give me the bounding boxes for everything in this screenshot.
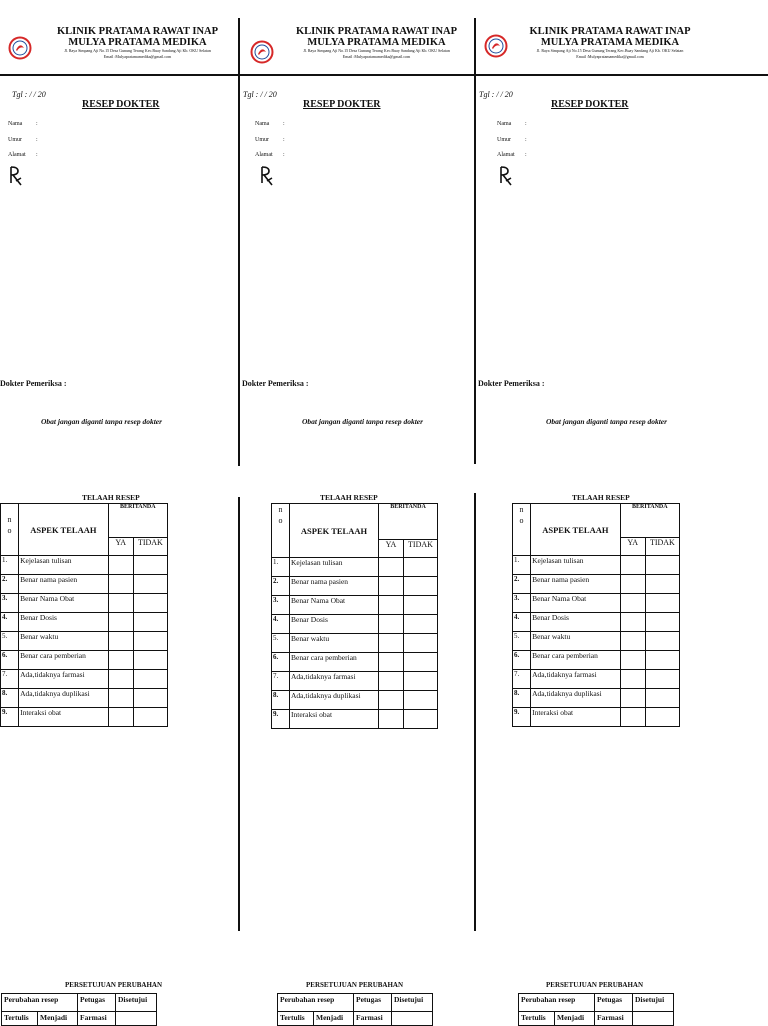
row-aspek: Benar nama pasien bbox=[19, 575, 109, 594]
row-tidak-cell bbox=[404, 577, 438, 596]
clinic-name-line2: MULYA PRATAMA MEDIKA bbox=[307, 37, 446, 48]
row-number: 8. bbox=[513, 689, 531, 708]
col-tidak-header: TIDAK bbox=[404, 540, 438, 558]
row-number: 7. bbox=[272, 672, 290, 691]
table-row bbox=[272, 577, 438, 596]
row-ya-cell bbox=[379, 577, 404, 596]
table-row bbox=[1, 575, 168, 594]
row-number: 5. bbox=[272, 634, 290, 653]
col-aspek-header: ASPEK TELAAH bbox=[19, 504, 109, 556]
row-ya-cell bbox=[108, 689, 133, 708]
row-aspek: Benar Dosis bbox=[290, 615, 379, 634]
row-ya-cell bbox=[379, 634, 404, 653]
row-tidak-cell bbox=[645, 689, 679, 708]
row-number: 8. bbox=[272, 691, 290, 710]
persetujuan-title: PERSETUJUAN PERUBAHAN bbox=[306, 981, 404, 989]
table-row bbox=[272, 710, 438, 729]
disetujui-cell bbox=[392, 1012, 433, 1026]
prescription-sheet-1 bbox=[0, 0, 239, 1024]
date-field: Tgl : / / 20 bbox=[243, 90, 277, 99]
row-ya-cell bbox=[379, 710, 404, 729]
header-divider bbox=[0, 74, 239, 76]
row-ya-cell bbox=[108, 632, 133, 651]
field-alamat: Alamat : bbox=[8, 152, 38, 158]
persetujuan-table bbox=[1, 993, 157, 1026]
row-number: 8. bbox=[1, 689, 19, 708]
col-ya-header: YA bbox=[379, 540, 404, 558]
disetujui-cell bbox=[116, 1012, 157, 1026]
row-tidak-cell bbox=[133, 651, 167, 670]
clinic-name-line2: MULYA PRATAMA MEDIKA bbox=[68, 37, 207, 48]
row-aspek: Ada,tidaknya duplikasi bbox=[290, 691, 379, 710]
row-tidak-cell bbox=[133, 689, 167, 708]
col-no-header: n o bbox=[272, 504, 290, 558]
menjadi-header: Menjadi bbox=[38, 1012, 78, 1026]
row-number: 9. bbox=[272, 710, 290, 729]
table-row bbox=[513, 613, 680, 632]
row-aspek: Kejelasan tulisan bbox=[290, 558, 379, 577]
row-ya-cell bbox=[108, 651, 133, 670]
row-ya-cell bbox=[108, 575, 133, 594]
row-number: 6. bbox=[272, 653, 290, 672]
row-aspek: Benar Dosis bbox=[531, 613, 621, 632]
row-tidak-cell bbox=[404, 596, 438, 615]
row-aspek: Benar Dosis bbox=[19, 613, 109, 632]
doctor-label: Dokter Pemeriksa : bbox=[242, 379, 309, 388]
row-tidak-cell bbox=[133, 708, 167, 727]
row-aspek: Ada,tidaknya duplikasi bbox=[531, 689, 621, 708]
row-tidak-cell bbox=[645, 670, 679, 689]
row-ya-cell bbox=[620, 708, 645, 727]
table-row bbox=[1, 594, 168, 613]
table-row bbox=[1, 651, 168, 670]
table-row bbox=[272, 596, 438, 615]
table-row bbox=[272, 653, 438, 672]
row-aspek: Ada,tidaknya farmasi bbox=[19, 670, 109, 689]
row-aspek: Benar cara pemberian bbox=[531, 651, 621, 670]
doctor-label: Dokter Pemeriksa : bbox=[478, 379, 545, 388]
row-ya-cell bbox=[108, 708, 133, 727]
row-ya-cell bbox=[620, 651, 645, 670]
warning-text: Obat jangan diganti tanpa resep dokter bbox=[546, 417, 668, 426]
table-row bbox=[1, 689, 168, 708]
telaah-title: TELAAH RESEP bbox=[320, 493, 378, 502]
row-aspek: Benar Nama Obat bbox=[290, 596, 379, 615]
field-alamat: Alamat : bbox=[497, 152, 527, 158]
row-aspek: Kejelasan tulisan bbox=[531, 556, 621, 575]
row-aspek: Benar nama pasien bbox=[290, 577, 379, 596]
row-ya-cell bbox=[379, 691, 404, 710]
date-field: Tgl : / / 20 bbox=[479, 90, 513, 99]
col-beritanda-header: BERITANDA bbox=[620, 504, 679, 538]
col-no-header: n o bbox=[1, 504, 19, 556]
petugas-header: Petugas bbox=[595, 994, 633, 1012]
col-beritanda-header: BERITANDA bbox=[379, 504, 438, 540]
warning-text: Obat jangan diganti tanpa resep dokter bbox=[302, 417, 424, 426]
tertulis-header: Tertulis bbox=[2, 1012, 38, 1026]
row-number: 3. bbox=[513, 594, 531, 613]
table-row bbox=[513, 594, 680, 613]
row-ya-cell bbox=[108, 594, 133, 613]
col-tidak-header: TIDAK bbox=[645, 538, 679, 556]
row-ya-cell bbox=[379, 558, 404, 577]
tertulis-header: Tertulis bbox=[519, 1012, 555, 1026]
row-aspek: Benar cara pemberian bbox=[19, 651, 109, 670]
field-nama: Nama : bbox=[8, 121, 38, 127]
row-tidak-cell bbox=[645, 708, 679, 727]
table-row bbox=[272, 558, 438, 577]
resep-title: RESEP DOKTER bbox=[551, 99, 629, 110]
row-tidak-cell bbox=[133, 556, 167, 575]
table-row bbox=[1, 613, 168, 632]
tertulis-header: Tertulis bbox=[278, 1012, 314, 1026]
table-row bbox=[513, 556, 680, 575]
row-aspek: Benar cara pemberian bbox=[290, 653, 379, 672]
row-aspek: Benar Nama Obat bbox=[19, 594, 109, 613]
row-number: 6. bbox=[1, 651, 19, 670]
row-number: 2. bbox=[1, 575, 19, 594]
perubahan-resep-header: Perubahan resep bbox=[519, 994, 595, 1012]
row-tidak-cell bbox=[133, 632, 167, 651]
resep-title: RESEP DOKTER bbox=[303, 99, 381, 110]
table-row bbox=[513, 575, 680, 594]
row-aspek: Benar waktu bbox=[19, 632, 109, 651]
row-number: 1. bbox=[513, 556, 531, 575]
row-ya-cell bbox=[620, 594, 645, 613]
row-number: 2. bbox=[513, 575, 531, 594]
telaah-table bbox=[271, 503, 438, 729]
persetujuan-title: PERSETUJUAN PERUBAHAN bbox=[65, 981, 163, 989]
row-aspek: Kejelasan tulisan bbox=[19, 556, 109, 575]
row-aspek: Ada,tidaknya duplikasi bbox=[19, 689, 109, 708]
row-number: 5. bbox=[513, 632, 531, 651]
row-aspek: Benar nama pasien bbox=[531, 575, 621, 594]
row-tidak-cell bbox=[133, 575, 167, 594]
clinic-name-line1: KLINIK PRATAMA RAWAT INAP bbox=[56, 26, 219, 37]
row-number: 6. bbox=[513, 651, 531, 670]
row-tidak-cell bbox=[645, 632, 679, 651]
field-umur: Umur : bbox=[255, 137, 285, 143]
row-number: 3. bbox=[1, 594, 19, 613]
disetujui-header: Disetujui bbox=[116, 994, 157, 1012]
clinic-address: Jl. Raya Simpang Aji No.15 Desa Gunung Terang Kec.Buay Sandang Aji Kb. OKU Selatan bbox=[536, 48, 684, 53]
row-ya-cell bbox=[108, 613, 133, 632]
clinic-logo-icon bbox=[250, 40, 274, 64]
clinic-logo-icon bbox=[484, 34, 508, 58]
field-umur: Umur : bbox=[8, 137, 38, 143]
table-row bbox=[272, 634, 438, 653]
row-ya-cell bbox=[379, 653, 404, 672]
row-number: 4. bbox=[1, 613, 19, 632]
disetujui-cell bbox=[633, 1012, 674, 1026]
row-tidak-cell bbox=[404, 691, 438, 710]
row-number: 3. bbox=[272, 596, 290, 615]
row-number: 9. bbox=[513, 708, 531, 727]
row-aspek: Interaksi obat bbox=[19, 708, 109, 727]
row-tidak-cell bbox=[404, 710, 438, 729]
row-tidak-cell bbox=[645, 594, 679, 613]
table-row bbox=[1, 556, 168, 575]
row-tidak-cell bbox=[645, 575, 679, 594]
row-tidak-cell bbox=[133, 594, 167, 613]
clinic-email: Email :Mulyapratamamedika@gmail.com bbox=[576, 54, 644, 59]
table-row bbox=[272, 691, 438, 710]
clinic-address: Jl. Raya Simpang Aji No.15 Desa Gunung Terang Kec.Buay Sandang Aji Kb. OKU Selatan bbox=[64, 48, 211, 53]
row-tidak-cell bbox=[404, 558, 438, 577]
telaah-table bbox=[512, 503, 680, 727]
field-nama: Nama : bbox=[255, 121, 285, 127]
row-ya-cell bbox=[620, 556, 645, 575]
date-field: Tgl : / / 20 bbox=[12, 90, 46, 99]
row-aspek: Benar waktu bbox=[531, 632, 621, 651]
header-divider bbox=[476, 74, 768, 76]
field-nama: Nama : bbox=[497, 121, 527, 127]
perubahan-resep-header: Perubahan resep bbox=[278, 994, 354, 1012]
row-number: 2. bbox=[272, 577, 290, 596]
warning-text: Obat jangan diganti tanpa resep dokter bbox=[41, 417, 163, 426]
disetujui-header: Disetujui bbox=[392, 994, 433, 1012]
farmasi-header: Farmasi bbox=[78, 1012, 116, 1026]
petugas-header: Petugas bbox=[78, 994, 116, 1012]
prescription-sheet-2 bbox=[240, 0, 475, 1024]
row-tidak-cell bbox=[404, 672, 438, 691]
row-tidak-cell bbox=[404, 653, 438, 672]
col-aspek-header: ASPEK TELAAH bbox=[290, 504, 379, 558]
persetujuan-table bbox=[518, 993, 674, 1026]
table-row bbox=[513, 708, 680, 727]
row-number: 4. bbox=[272, 615, 290, 634]
row-ya-cell bbox=[108, 670, 133, 689]
row-tidak-cell bbox=[133, 613, 167, 632]
row-ya-cell bbox=[379, 672, 404, 691]
table-row bbox=[513, 689, 680, 708]
row-number: 7. bbox=[1, 670, 19, 689]
row-number: 4. bbox=[513, 613, 531, 632]
rx-icon bbox=[499, 166, 513, 186]
row-ya-cell bbox=[620, 575, 645, 594]
clinic-email: Email :Mulyapratamamedika@gmail.com bbox=[103, 54, 172, 59]
clinic-name-line1: KLINIK PRATAMA RAWAT INAP bbox=[295, 26, 458, 37]
row-ya-cell bbox=[379, 596, 404, 615]
prescription-sheet-3 bbox=[476, 0, 768, 1024]
table-row bbox=[1, 708, 168, 727]
row-tidak-cell bbox=[404, 615, 438, 634]
clinic-header bbox=[0, 26, 239, 70]
disetujui-header: Disetujui bbox=[633, 994, 674, 1012]
row-number: 9. bbox=[1, 708, 19, 727]
resep-title: RESEP DOKTER bbox=[82, 99, 160, 110]
menjadi-header: Menjadi bbox=[314, 1012, 354, 1026]
col-tidak-header: TIDAK bbox=[133, 538, 167, 556]
menjadi-header: Menjadi bbox=[555, 1012, 595, 1026]
row-aspek: Benar Nama Obat bbox=[531, 594, 621, 613]
clinic-email: Email :Mulyapratamamedika@gmail.com bbox=[342, 54, 411, 59]
clinic-address: Jl. Raya Simpang Aji No.15 Desa Gunung Terang Kec.Buay Sandang Aji Kb. OKU Selatan bbox=[303, 48, 450, 53]
row-ya-cell bbox=[620, 670, 645, 689]
row-number: 1. bbox=[1, 556, 19, 575]
petugas-header: Petugas bbox=[354, 994, 392, 1012]
row-tidak-cell bbox=[404, 634, 438, 653]
row-aspek: Interaksi obat bbox=[531, 708, 621, 727]
telaah-title: TELAAH RESEP bbox=[82, 493, 140, 502]
col-ya-header: YA bbox=[620, 538, 645, 556]
row-number: 7. bbox=[513, 670, 531, 689]
persetujuan-title: PERSETUJUAN PERUBAHAN bbox=[546, 981, 644, 989]
field-alamat: Alamat : bbox=[255, 152, 285, 158]
persetujuan-table bbox=[277, 993, 433, 1026]
row-ya-cell bbox=[620, 632, 645, 651]
col-ya-header: YA bbox=[108, 538, 133, 556]
table-row bbox=[513, 632, 680, 651]
rx-icon bbox=[260, 166, 274, 186]
col-no-header: n o bbox=[513, 504, 531, 556]
rx-icon bbox=[9, 166, 23, 186]
clinic-name-line1: KLINIK PRATAMA RAWAT INAP bbox=[529, 26, 691, 37]
row-number: 1. bbox=[272, 558, 290, 577]
table-row bbox=[1, 632, 168, 651]
perubahan-resep-header: Perubahan resep bbox=[2, 994, 78, 1012]
row-aspek: Benar waktu bbox=[290, 634, 379, 653]
table-row bbox=[513, 651, 680, 670]
row-aspek: Ada,tidaknya farmasi bbox=[290, 672, 379, 691]
clinic-name-line2: MULYA PRATAMA MEDIKA bbox=[540, 37, 680, 48]
table-row bbox=[513, 670, 680, 689]
row-aspek: Interaksi obat bbox=[290, 710, 379, 729]
row-number: 5. bbox=[1, 632, 19, 651]
farmasi-header: Farmasi bbox=[354, 1012, 392, 1026]
farmasi-header: Farmasi bbox=[595, 1012, 633, 1026]
telaah-table bbox=[0, 503, 168, 727]
clinic-header bbox=[240, 26, 475, 70]
doctor-label: Dokter Pemeriksa : bbox=[0, 379, 67, 388]
col-beritanda-header: BERITANDA bbox=[108, 504, 167, 538]
row-tidak-cell bbox=[645, 613, 679, 632]
table-row bbox=[272, 615, 438, 634]
row-tidak-cell bbox=[133, 670, 167, 689]
row-ya-cell bbox=[379, 615, 404, 634]
row-ya-cell bbox=[620, 613, 645, 632]
table-row bbox=[272, 672, 438, 691]
clinic-logo-icon bbox=[8, 36, 32, 60]
telaah-title: TELAAH RESEP bbox=[572, 493, 630, 502]
row-tidak-cell bbox=[645, 556, 679, 575]
table-row bbox=[1, 670, 168, 689]
row-ya-cell bbox=[108, 556, 133, 575]
row-tidak-cell bbox=[645, 651, 679, 670]
col-aspek-header: ASPEK TELAAH bbox=[531, 504, 621, 556]
row-aspek: Ada,tidaknya farmasi bbox=[531, 670, 621, 689]
header-divider bbox=[240, 74, 475, 76]
clinic-header bbox=[476, 26, 768, 70]
row-ya-cell bbox=[620, 689, 645, 708]
field-umur: Umur : bbox=[497, 137, 527, 143]
